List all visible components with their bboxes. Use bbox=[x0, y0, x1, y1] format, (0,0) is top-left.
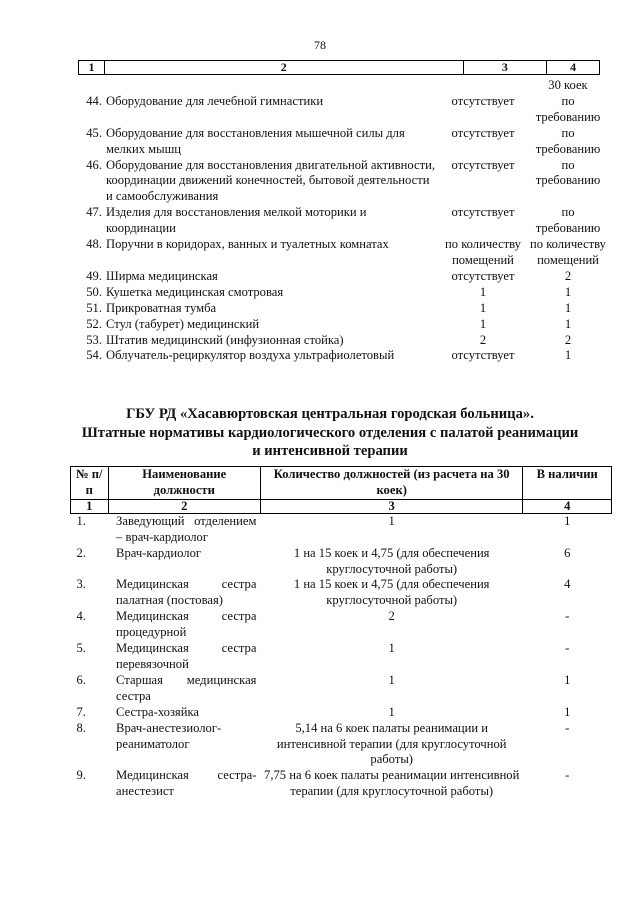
table-row bbox=[71, 513, 612, 545]
header-count: Количество должностей (из расчета на 30 коек) bbox=[260, 467, 522, 500]
position-name: Заведующий отделением – врач-кардиолог bbox=[116, 513, 257, 544]
table-row bbox=[71, 577, 612, 609]
requirement: 1 bbox=[564, 348, 572, 363]
table-row bbox=[78, 317, 608, 333]
table-row bbox=[78, 158, 608, 206]
table-row bbox=[71, 705, 612, 721]
row-number: 1. bbox=[76, 513, 86, 528]
equipment-name: Оборудование для лечебной гимнастики bbox=[106, 93, 324, 108]
requirement: по требованию bbox=[535, 125, 601, 156]
column-index-1: 1 bbox=[71, 499, 109, 513]
position-available: - bbox=[565, 768, 570, 783]
position-name: Медицинская сестра палатная (постовая) bbox=[116, 577, 257, 608]
table-row bbox=[78, 333, 608, 349]
row-number: 5. bbox=[76, 641, 86, 656]
equipment-name: Кушетка медицинская смотровая bbox=[106, 284, 284, 299]
equipment-name: Штатив медицинский (инфузионная стойка) bbox=[106, 332, 344, 347]
availability: отсутствует bbox=[451, 157, 515, 172]
row-number: 46. bbox=[86, 157, 102, 172]
carried-over-value: 30 коек bbox=[548, 78, 588, 92]
title-line-1: ГБУ РД «Хасавюртовская центральная городская больница». bbox=[126, 406, 534, 422]
availability: отсутствует bbox=[451, 93, 515, 108]
equipment-name: Облучатель-рециркулятор воздуха ультрафиолетовый bbox=[106, 348, 395, 363]
column-index-row bbox=[71, 499, 612, 513]
requirement: по требованию bbox=[535, 205, 601, 236]
position-count: 5,14 на 6 коек палаты реанимации и интенсивной терапии (для круглосуточной работы) bbox=[276, 720, 507, 767]
availability: отсутствует bbox=[451, 348, 515, 363]
section-title bbox=[60, 405, 600, 461]
requirement: 1 bbox=[564, 316, 572, 331]
availability: отсутствует bbox=[451, 205, 515, 220]
row-number: 3. bbox=[76, 577, 86, 592]
table-row bbox=[71, 609, 612, 641]
availability: по количеству помещений bbox=[445, 237, 521, 267]
equipment-name: Оборудование для восстановления двигательной активности, координации движений конечностей, бытовой деятельности и самообслуживания bbox=[106, 157, 435, 204]
table-row bbox=[78, 301, 608, 317]
equipment-table-header bbox=[78, 60, 600, 75]
availability: отсутствует bbox=[451, 268, 515, 283]
availability: 2 bbox=[479, 332, 487, 347]
row-number: 6. bbox=[76, 672, 86, 687]
table-row bbox=[78, 78, 608, 94]
column-index-2: 2 bbox=[105, 61, 464, 74]
requirement: 2 bbox=[564, 332, 572, 347]
table-row bbox=[78, 348, 608, 364]
row-number: 7. bbox=[76, 704, 86, 719]
table-row bbox=[71, 673, 612, 705]
position-available: - bbox=[565, 720, 570, 735]
position-count: 1 bbox=[388, 641, 395, 656]
position-available: 1 bbox=[564, 704, 571, 719]
availability: отсутствует bbox=[451, 125, 515, 140]
position-available: 4 bbox=[564, 577, 571, 592]
page-number: 78 bbox=[314, 38, 326, 52]
row-number: 8. bbox=[76, 720, 86, 735]
position-count: 7,75 на 6 коек палаты реанимации интенсивной терапии (для круглосуточной работы) bbox=[264, 768, 520, 799]
requirement: по требованию bbox=[535, 93, 601, 124]
title-line-2: Штатные нормативы кардиологического отделения с палатой реанимации bbox=[81, 424, 579, 441]
position-name: Врач-анестезиолог-реаниматолог bbox=[116, 720, 222, 751]
column-index-3: 3 bbox=[464, 61, 548, 74]
column-index-3: 3 bbox=[260, 499, 522, 513]
position-name: Медицинская сестра процедурной bbox=[116, 609, 257, 640]
header-name: Наименование должности bbox=[108, 467, 260, 500]
staffing-table-header bbox=[71, 467, 612, 500]
equipment-name: Оборудование для восстановления мышечной силы для мелких мышц bbox=[106, 125, 405, 156]
position-available: - bbox=[565, 641, 570, 656]
position-available: 1 bbox=[564, 513, 571, 528]
row-number: 47. bbox=[86, 205, 102, 220]
title-line-3: и интенсивной терапии bbox=[252, 443, 408, 459]
position-count: 1 на 15 коек и 4,75 (для обеспечения круглосуточной работы) bbox=[293, 577, 490, 608]
equipment-name: Поручни в коридорах, ванных и туалетных комнатах bbox=[106, 237, 389, 252]
row-number: 52. bbox=[86, 316, 102, 331]
row-number: 54. bbox=[86, 348, 102, 363]
row-number: 4. bbox=[76, 609, 86, 624]
table-row bbox=[78, 285, 608, 301]
availability: 1 bbox=[479, 316, 487, 331]
position-count: 2 bbox=[388, 609, 395, 624]
row-number: 9. bbox=[76, 768, 86, 783]
equipment-table bbox=[78, 78, 608, 364]
row-number: 44. bbox=[86, 93, 102, 108]
equipment-name: Стул (табурет) медицинский bbox=[106, 316, 260, 331]
requirement: 1 bbox=[564, 284, 572, 299]
position-name: Медицинская сестра перевязочной bbox=[116, 641, 257, 671]
row-number: 2. bbox=[76, 545, 86, 560]
position-available: - bbox=[565, 609, 570, 624]
position-name: Медицинская сестра-анестезист bbox=[116, 768, 257, 799]
table-row bbox=[78, 94, 608, 126]
position-available: 6 bbox=[564, 545, 571, 560]
equipment-name: Ширма медицинская bbox=[106, 268, 218, 283]
equipment-name: Изделия для восстановления мелкой моторики и координации bbox=[106, 205, 367, 236]
position-name: Сестра-хозяйка bbox=[116, 704, 199, 719]
header-have: В наличии bbox=[523, 467, 612, 500]
table-row bbox=[78, 269, 608, 285]
header-num: № п/п bbox=[71, 467, 109, 500]
table-row bbox=[78, 126, 608, 158]
table-row bbox=[78, 237, 608, 269]
table-row bbox=[71, 641, 612, 673]
equipment-name: Прикроватная тумба bbox=[106, 300, 217, 315]
row-number: 53. bbox=[86, 332, 102, 347]
row-number: 48. bbox=[86, 237, 102, 252]
requirement: по требованию bbox=[535, 157, 601, 188]
requirement: 2 bbox=[564, 268, 572, 283]
table-row bbox=[71, 721, 612, 769]
position-count: 1 bbox=[388, 672, 395, 687]
column-index-4: 4 bbox=[523, 499, 612, 513]
row-number: 50. bbox=[86, 284, 102, 299]
staffing-table bbox=[70, 466, 612, 800]
table-row bbox=[71, 546, 612, 578]
position-name: Старшая медицинская сестра bbox=[116, 672, 257, 703]
position-count: 1 bbox=[388, 513, 395, 528]
availability: 1 bbox=[479, 300, 487, 315]
position-count: 1 bbox=[388, 704, 395, 719]
availability: 1 bbox=[479, 284, 487, 299]
position-count: 1 на 15 коек и 4,75 (для обеспечения круглосуточной работы) bbox=[293, 545, 490, 576]
row-number: 51. bbox=[86, 300, 102, 315]
row-number: 49. bbox=[86, 268, 102, 283]
requirement: по количеству помещений bbox=[530, 237, 606, 267]
column-index-2: 2 bbox=[108, 499, 260, 513]
row-number: 45. bbox=[86, 125, 102, 140]
table-row bbox=[78, 205, 608, 237]
position-name: Врач-кардиолог bbox=[116, 545, 202, 560]
column-index-4: 4 bbox=[570, 60, 577, 74]
requirement: 1 bbox=[564, 300, 572, 315]
table-row bbox=[71, 768, 612, 800]
position-available: 1 bbox=[564, 672, 571, 687]
column-index-1: 1 bbox=[79, 61, 105, 74]
